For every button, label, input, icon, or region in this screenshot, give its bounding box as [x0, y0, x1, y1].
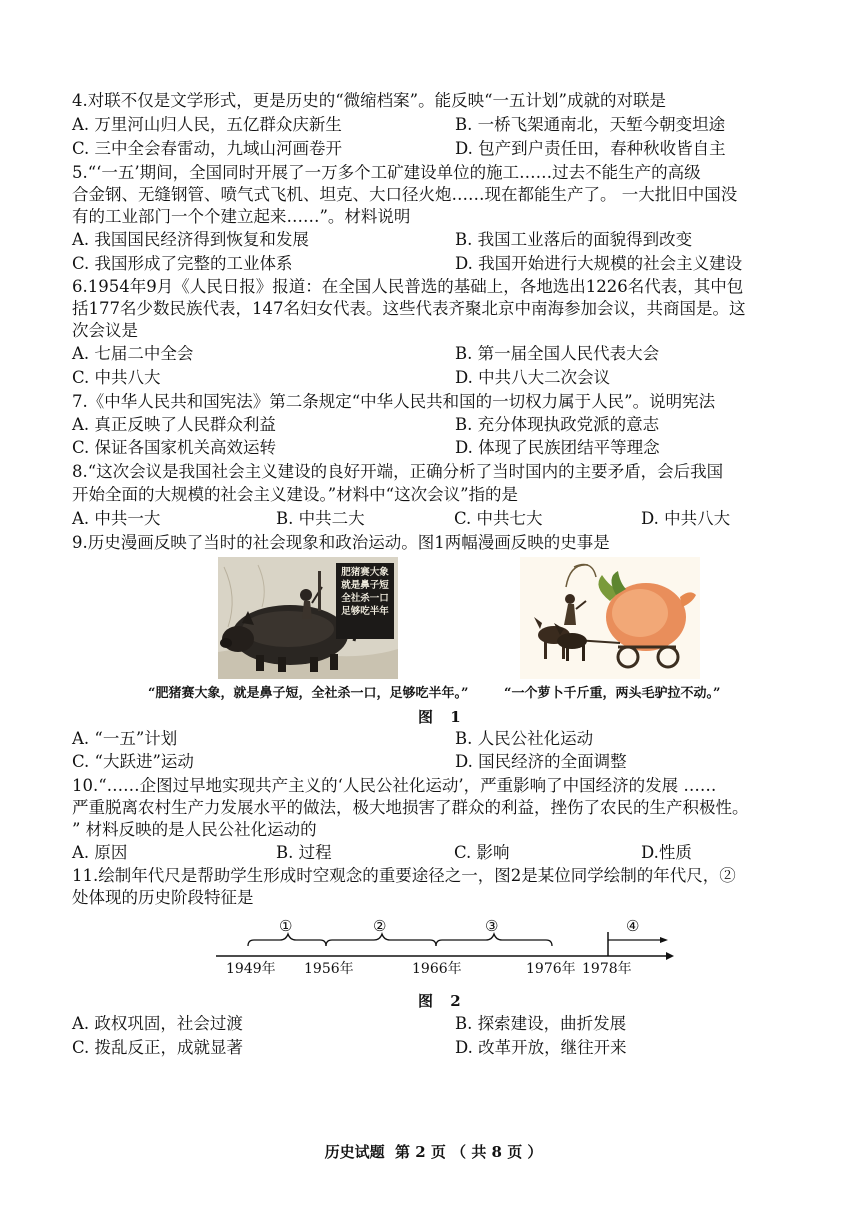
q9-option-b: B. 人民公社化运动	[455, 729, 594, 748]
q10-stem-line-1: 10.“……企图过早地实现共产主义的‘人民公社化运动’，严重影响了中国经济的发展 ……	[72, 776, 717, 795]
fat-pig-cartoon	[218, 557, 398, 679]
figure-2-label: 图 2	[418, 992, 467, 1010]
q8-stem-line-2: 开始全面的大规模的社会主义建设。”材料中“这次会议”指的是	[72, 485, 519, 504]
q11-stem-line-2: 处体现的历史阶段特征是	[72, 888, 254, 907]
q5-stem-line-1: 5.“‘一五’期间，全国同时开展了一万多个工矿建设单位的施工……过去不能生产的高级	[72, 163, 701, 182]
timeline-arrow	[666, 952, 674, 960]
timeline-year-1976: 1976年	[526, 961, 576, 977]
q5-option-b: B. 我国工业落后的面貌得到改变	[455, 230, 693, 249]
q5-option-c: C. 我国形成了完整的工业体系	[72, 254, 293, 273]
page-footer: 历史试题 第 2 页 （ 共 8 页 ）	[324, 1143, 543, 1161]
q4-option-b: B. 一桥飞架通南北，天堑今朝变坦途	[455, 115, 726, 134]
timeline-year-1966: 1966年	[412, 961, 462, 977]
pig-cartoon-signboard	[338, 566, 392, 618]
q6-stem-line-3: 次会议是	[72, 321, 138, 340]
q7-option-d: D. 体现了民族团结平等理念	[455, 438, 660, 457]
q9-option-a: A. “一五”计划	[72, 729, 178, 748]
q4-option-c: C. 三中全会春雷动，九域山河画卷开	[72, 139, 343, 158]
q11-option-c: C. 拨乱反正，成就显著	[72, 1038, 244, 1057]
q11-stem-line-1: 11.绘制年代尺是帮助学生形成时空观念的重要途径之一，图2是某位同学绘制的年代尺，②	[72, 866, 736, 885]
q4-option-d: D. 包产到户责任田，春种秋收皆自主	[455, 139, 726, 158]
q5-option-a: A. 我国国民经济得到恢复和发展	[72, 230, 309, 249]
q10-option-c: C. 影响	[454, 843, 510, 862]
q9-option-c: C. “大跃进”运动	[72, 752, 194, 771]
timeline-mark-4: ④	[626, 917, 640, 935]
q5-option-d: D. 我国开始进行大规模的社会主义建设	[455, 254, 743, 273]
q10-option-d: D.性质	[641, 843, 692, 862]
q4-stem: 4.对联不仅是文学形式，更是历史的“微缩档案”。能反映“一五计划”成就的对联是	[72, 91, 666, 110]
q11-option-d: D. 改革开放，继往开来	[455, 1038, 627, 1057]
q8-option-a: A. 中共一大	[72, 509, 161, 528]
q9-stem: 9.历史漫画反映了当时的社会现象和政治运动。图1两幅漫画反映的史事是	[72, 533, 610, 552]
timeline-mark-2: ②	[373, 917, 387, 935]
radish-cart-cartoon	[520, 557, 700, 679]
q5-stem-line-3: 有的工业部门一个个建立起来……”。材料说明	[72, 207, 411, 226]
q6-stem-line-2: 括177名少数民族代表，147名妇女代表。这些代表齐聚北京中南海参加会议，共商国是。这	[72, 299, 746, 318]
radish-cart-drawing	[520, 557, 700, 679]
timeline-year-1956: 1956年	[304, 961, 354, 977]
q5-stem-line-2: 合金钢、无缝钢管、喷气式飞机、坦克、大口径火炮……现在都能生产了。 一大批旧中国没	[72, 185, 738, 204]
fig1-caption-right: “一个萝卜千斤重，两头毛驴拉不动。”	[504, 686, 721, 701]
q10-option-b: B. 过程	[276, 843, 332, 862]
signboard-line-2: 就是鼻子短	[341, 580, 389, 591]
figure-1-label: 图 1	[418, 708, 467, 726]
q11-option-b: B. 探索建设，曲折发展	[455, 1014, 627, 1033]
q9-option-d: D. 国民经济的全面调整	[455, 752, 627, 771]
bracket-4-arrow	[660, 937, 668, 943]
q10-stem-line-3: ” 材料反映的是人民公社化运动的	[72, 820, 317, 839]
q8-stem-line-1: 8.“这次会议是我国社会主义建设的良好开端，正确分析了当时国内的主要矛盾，会后我国	[72, 462, 724, 481]
timeline-mark-1: ①	[279, 917, 293, 935]
q7-stem: 7.《中华人民共和国宪法》第二条规定“中华人民共和国的一切权力属于人民”。说明宪法	[72, 392, 716, 411]
q10-stem-line-2: 严重脱离农村生产力发展水平的做法，极大地损害了群众的利益，挫伤了农民的生产积极性。	[72, 798, 749, 817]
q6-option-b: B. 第一届全国人民代表大会	[455, 344, 660, 363]
timeline-mark-3: ③	[485, 917, 499, 935]
q4-option-a: A. 万里河山归人民，五亿群众庆新生	[72, 115, 342, 134]
q8-option-d: D. 中共八大	[641, 509, 731, 528]
q6-stem-line-1: 6.1954年9月《人民日报》报道：在全国人民普选的基础上，各地选出1226名代表，其中包	[72, 277, 744, 296]
q6-option-d: D. 中共八大二次会议	[455, 368, 611, 387]
q11-option-a: A. 政权巩固，社会过渡	[72, 1014, 243, 1033]
q7-option-b: B. 充分体现执政党派的意志	[455, 415, 660, 434]
signboard-line-3: 全社杀一口	[341, 593, 389, 604]
q8-option-c: C. 中共七大	[454, 509, 543, 528]
fig1-caption-left: “肥猪赛大象，就是鼻子短，全社杀一口，足够吃半年。”	[148, 686, 469, 701]
q8-option-b: B. 中共二大	[276, 509, 365, 528]
signboard-line-1: 肥猪赛大象	[341, 567, 389, 578]
timeline-year-1949: 1949年	[226, 961, 276, 977]
q10-option-a: A. 原因	[72, 843, 128, 862]
q6-option-a: A. 七届二中全会	[72, 344, 194, 363]
q7-option-a: A. 真正反映了人民群众利益	[72, 415, 276, 434]
timeline-year-1978: 1978年	[582, 961, 632, 977]
q7-option-c: C. 保证各国家机关高效运转	[72, 438, 277, 457]
signboard-line-4: 足够吃半年	[341, 606, 389, 617]
q6-option-c: C. 中共八大	[72, 368, 161, 387]
